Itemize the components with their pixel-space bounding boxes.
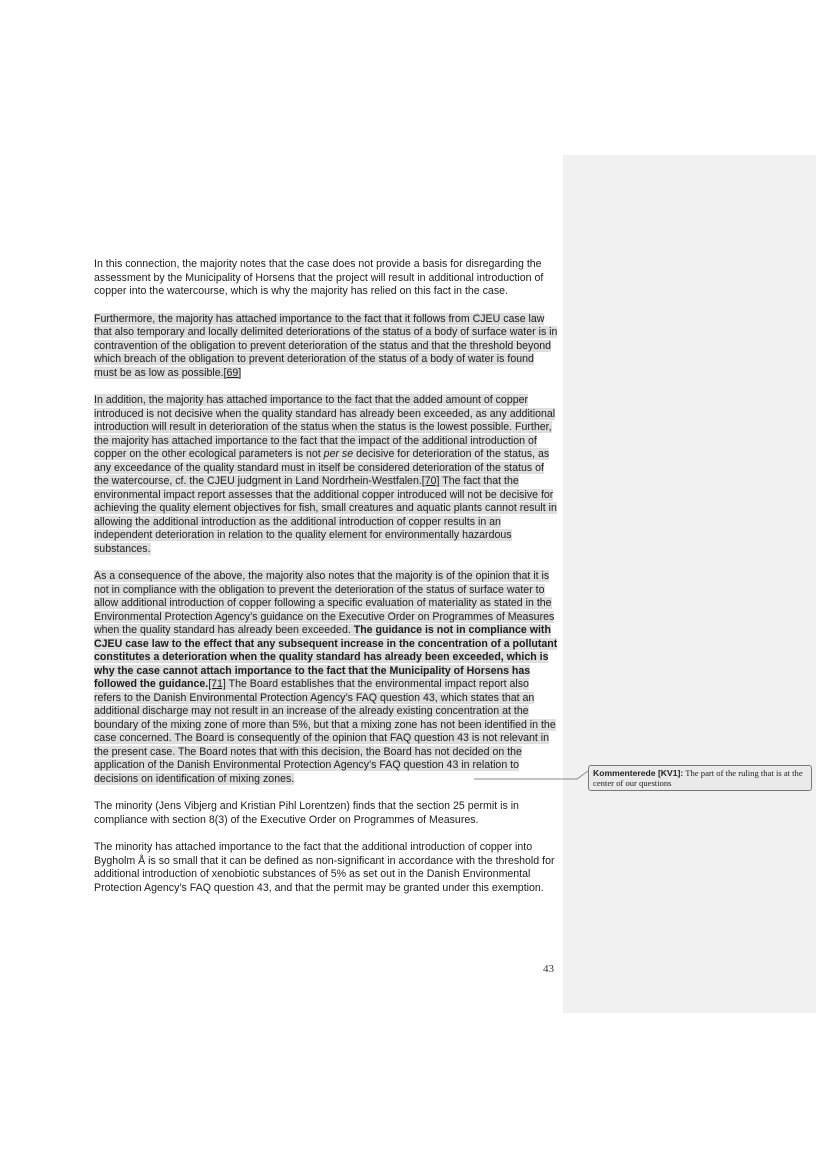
footnote-ref-69[interactable]: [69] (223, 366, 242, 379)
paragraph-6: The minority has attached importance to the fact that the additional introduction of copper into Bygholm Å is so small that it can be defined as non-significant in accordance with the threshold for additional introduction of xenobiotic substances of 5% as set out in the Danish Environmental Protection Agency’s FAQ question 43, and that the permit may be granted under this exemption. (94, 841, 555, 894)
footnote-ref-71[interactable]: [71] (208, 678, 226, 690)
comment-author: Kommenterede [KV1]: (593, 768, 684, 778)
comment-text: The part of the ruling that is at the center of our questions (593, 768, 803, 788)
paragraph-4: As a consequence of the above, the majority also notes that the majority is of the opinion that it is not in compliance with the obligation to prevent the deterioration of the status of surface water to allow additional introduction of copper following a specific evaluation of materiality as stated in the Environmental Protection Agency’s guidance on the Executive Order on Programmes of Measures when the quality standard has already been exceeded. The guidance is not in compliance with CJEU case law to the effect that any subsequent increase in the concentration of a pollutant constitutes a deterioration when the quality standard has already been exceeded, which is why the case cannot attach importance to the fact that the Municipality of Horsens has followed the guidance.[71] The Board establishes that the environmental impact report also refers to the Danish Environmental Protection Agency’s FAQ question 43, which states that an additional discharge may not result in an increase of the already existing concentration at the boundary of the mixing zone of more than 5%, but that a mixing zone has not been identified in the case concerned. The Board is consequently of the opinion that FAQ question 43 is not relevant in the present case. The Board notes that with this decision, the Board has not decided on the application of the Danish Environmental Protection Agency’s FAQ question 43 in relation to decisions on identification of mixing zones. (94, 570, 558, 785)
paragraph-2: Furthermore, the majority has attached importance to the fact that it follows from CJEU case law that also temporary and locally delimited deteriorations of the status of a body of surface water is in contravention of the obligation to prevent deterioration of the status and that the threshold beyond which breach of the obligation to prevent deterioration of the status of a body of water is found must be as low as possible.[69] (94, 312, 558, 379)
paragraph-1: In this connection, the majority notes that the case does not provide a basis for disregarding the assessment by the Municipality of Horsens that the project will result in additional introduction of copper into the watercourse, which is why the majority has relied on this fact in the case. (94, 258, 544, 297)
footnote-ref-70[interactable]: [70] (421, 475, 440, 487)
page-number: 43 (543, 963, 554, 975)
paragraph-3: In addition, the majority has attached importance to the fact that the added amount of copper introduced is not decisive when the quality standard has already been exceeded, as any additional introduction will result in deterioration of the status when the status is the lowest possible. Further, the majority has attached importance to the fact that the impact of the additional introduction of copper on the other ecological parameters is not per se decisive for deterioration of the status, as any exceedance of the quality standard must in itself be considered deterioration of the status of the watercourse, cf. the CJEU judgment in Land Nordrhein-Westfalen.[70] The fact that the environmental impact report assesses that the additional copper introduced will not be decisive for achieving the quality element objectives for fish, small creatures and aquatic plants cannot result in allowing the additional introduction as the additional introduction of copper results in an independent deterioration in relation to the quality element for environmentally hazardous substances. (94, 394, 557, 555)
comment-balloon[interactable] (588, 765, 812, 791)
paragraph-5: The minority (Jens Vibjerg and Kristian Pihl Lorentzen) finds that the section 25 permit is in compliance with section 8(3) of the Executive Order on Programmes of Measures. (94, 800, 519, 826)
